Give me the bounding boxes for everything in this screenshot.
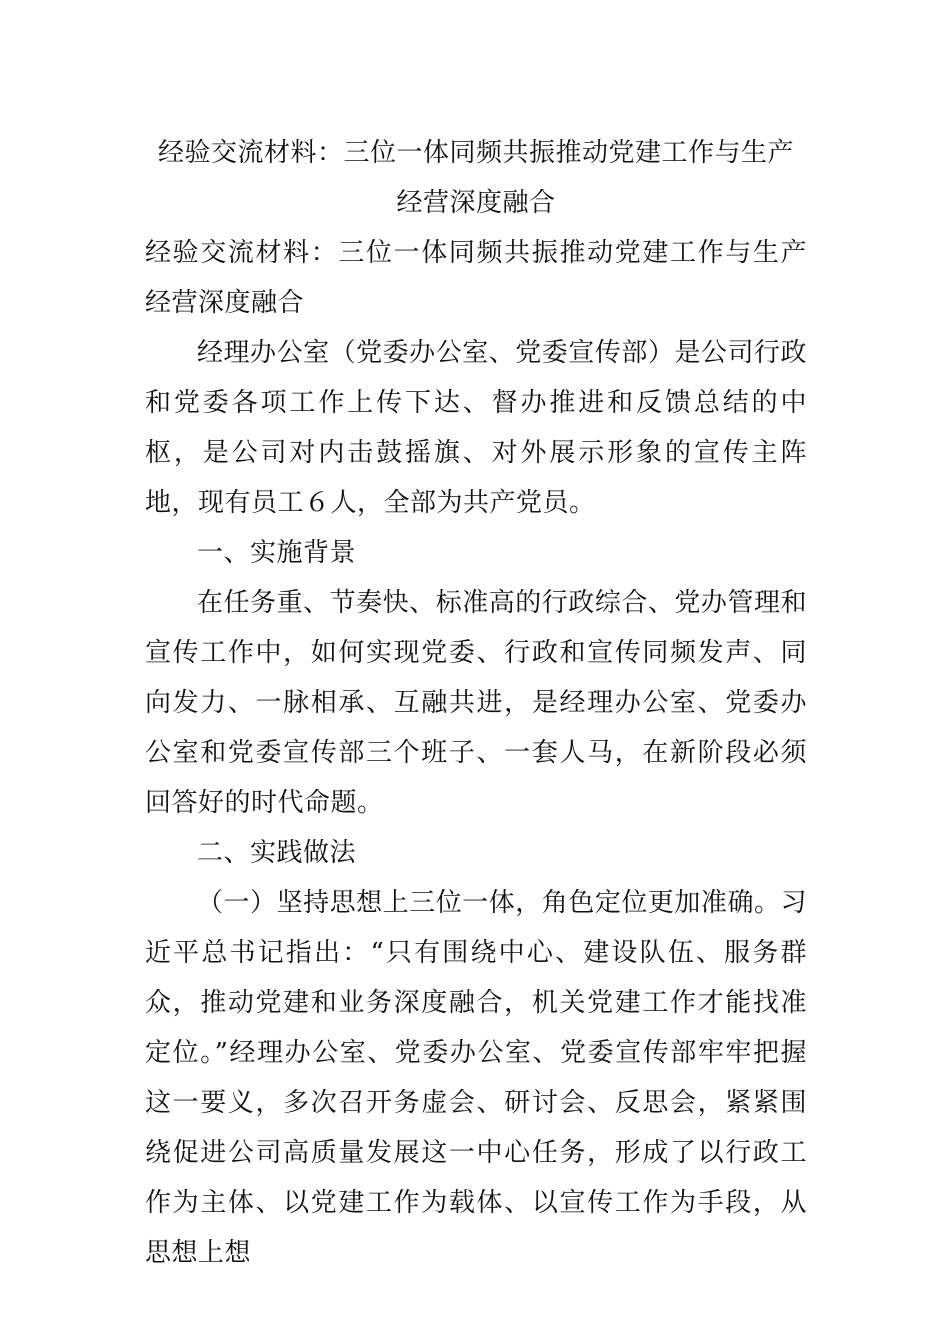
paragraph-practice-one: （一）坚持思想上三位一体，角色定位更加准确。习近平总书记指出：“只有围绕中心、建设队伍、服务群众，推动党建和业务深度融合，机关党建工作才能找准定位。”经理办公室、党委办公室、党委宣传部牢牢把握这一要义，多次召开务虚会、研讨会、反思会，紧紧围绕促进公司高质量发展这一中心任务，形成了以行政工作为主体、以党建工作为载体、以宣传工作为手段，从思想上想: [145, 888, 807, 1268]
section-heading-background: 一、实施背景: [197, 538, 357, 568]
section-heading-practice: 二、实践做法: [197, 838, 357, 868]
document-title: 经验交流材料：三位一体同频共振推动党建工作与生产经营深度融合: [157, 138, 794, 218]
paragraph-intro: 经理办公室（党委办公室、党委宣传部）是公司行政和党委各项工作上传下达、督办推进和反馈总结的中枢，是公司对内击鼓摇旗、对外展示形象的宣传主阵地，现有员工６人，全部为共产党员。: [145, 338, 807, 518]
document-page: [145, 128, 807, 1278]
paragraph-background: 在任务重、节奏快、标准高的行政综合、党办管理和宣传工作中，如何实现党委、行政和宣传同频发声、同向发力、一脉相承、互融共进，是经理办公室、党委办公室和党委宣传部三个班子、一套人马，在新阶段必须回答好的时代命题。: [145, 588, 807, 818]
paragraph-repeated-title: 经验交流材料：三位一体同频共振推动党建工作与生产经营深度融合: [145, 238, 807, 318]
